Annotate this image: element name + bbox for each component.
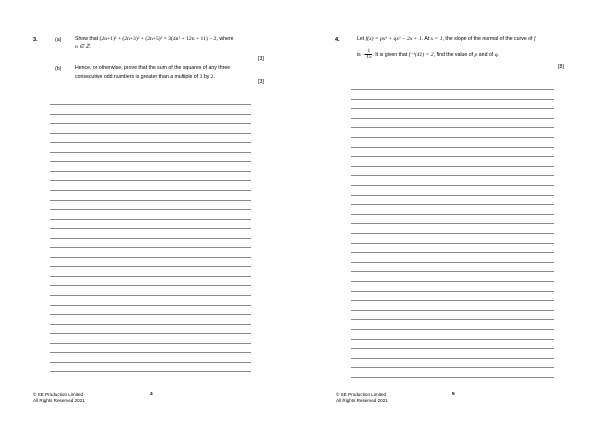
- answer-line: [50, 276, 251, 277]
- answer-line: [351, 339, 554, 340]
- answer-line: [50, 362, 251, 363]
- answer-line: [351, 271, 554, 272]
- answer-line: [351, 300, 554, 301]
- answer-line: [351, 358, 554, 359]
- exam-page-right: [300, 0, 600, 424]
- answer-line: [50, 228, 251, 229]
- part-b-marks: [3]: [258, 79, 264, 85]
- answer-line: [351, 319, 554, 320]
- question-4-line-2: [357, 49, 572, 61]
- footer-line-2: All Rights Reserved 2021: [33, 398, 85, 404]
- part-a-domain: n ∈ ℤ.: [75, 44, 92, 50]
- page-number: 5: [452, 392, 455, 397]
- part-b-line1: Hence, or otherwise, prove that the sum of the squares of any three: [75, 65, 231, 71]
- part-a-label: (a): [55, 37, 62, 43]
- part-b-mid: by: [203, 73, 210, 80]
- answer-line: [50, 352, 251, 353]
- answer-line: [50, 123, 251, 124]
- q4-line2-after: , find the value of: [433, 52, 474, 59]
- answer-line: [50, 152, 251, 153]
- answer-line: [351, 233, 554, 234]
- q4-mid: . At: [421, 35, 430, 42]
- answer-line: [351, 99, 554, 100]
- answer-line: [50, 171, 251, 172]
- answer-line: [50, 295, 251, 296]
- q4-curve-name: f: [533, 35, 536, 42]
- answer-line: [351, 223, 554, 224]
- answer-line: [351, 214, 554, 215]
- part-a-suffix: , where: [216, 35, 234, 42]
- q4-line2-prefix: is: [357, 52, 361, 59]
- footer-line-2: All Rights Reserved 2021: [336, 398, 388, 404]
- q4-line2-mid: . It is given that: [372, 52, 408, 59]
- answer-line: [50, 161, 251, 162]
- part-a-prefix: Show that: [75, 35, 99, 42]
- answer-line: [50, 209, 251, 210]
- answer-line: [351, 204, 554, 205]
- question-4-marks: [8]: [558, 64, 564, 70]
- answer-line: [351, 175, 554, 176]
- footer-copyright: [33, 392, 85, 404]
- answer-line: [351, 310, 554, 311]
- q4-slope-numerator: 1: [365, 49, 372, 55]
- answer-line: [351, 348, 554, 349]
- part-b-num2: 2: [210, 73, 214, 80]
- q4-slope-denominator: 15: [366, 55, 372, 61]
- answer-line: [50, 190, 251, 191]
- answer-line: [351, 89, 554, 90]
- part-b-label: (b): [55, 66, 62, 72]
- answer-line: [50, 324, 251, 325]
- part-a-expression: (2n+1)² + (2n+3)² + (2n+5)² = 3(4n² + 12n + 11) − 2: [99, 35, 217, 42]
- answer-line: [50, 285, 251, 286]
- footer-line-1: © SE Production Limited: [336, 392, 387, 397]
- q4-condition: f⁻¹(41) = 2: [408, 52, 434, 59]
- answer-line: [50, 238, 251, 239]
- part-b-num1: 3: [199, 73, 203, 80]
- answer-line: [351, 281, 554, 282]
- q4-line2-end: .: [497, 52, 499, 59]
- page-number: 4: [150, 392, 153, 397]
- answer-line: [50, 314, 251, 315]
- answer-line: [351, 127, 554, 128]
- answer-line: [351, 252, 554, 253]
- answer-line: [351, 195, 554, 196]
- q4-slope-sign: −: [362, 52, 366, 59]
- answer-line: [351, 166, 554, 167]
- q4-prefix: Let: [357, 35, 365, 42]
- answer-line: [50, 219, 251, 220]
- answer-line: [50, 333, 251, 334]
- answer-line: [50, 114, 251, 115]
- answer-line: [50, 257, 251, 258]
- part-b-text: [75, 64, 275, 81]
- answer-line: [351, 377, 554, 378]
- answer-line: [351, 367, 554, 368]
- answer-line: [50, 247, 251, 248]
- q4-var-p: p: [474, 52, 478, 59]
- answer-line: [351, 137, 554, 138]
- footer-line-1: © SE Production Limited: [33, 392, 84, 397]
- part-a-marks: [3]: [258, 56, 264, 62]
- answer-line: [351, 156, 554, 157]
- answer-line: [351, 329, 554, 330]
- q4-line2-and: and of: [478, 52, 494, 59]
- answer-line: [50, 142, 251, 143]
- footer-copyright: [336, 392, 388, 404]
- answer-line: [351, 185, 554, 186]
- answer-line: [50, 371, 251, 372]
- part-b-end: .: [213, 73, 216, 80]
- answer-line: [50, 133, 251, 134]
- answer-line: [351, 118, 554, 119]
- question-number: 3.: [33, 37, 38, 43]
- answer-line: [50, 180, 251, 181]
- answer-line: [351, 262, 554, 263]
- answer-line: [50, 305, 251, 306]
- q4-function: f(x) = px³ + qx² − 2x + 1: [365, 35, 422, 42]
- q4-suffix: , the slope of the normal of the curve of: [442, 35, 533, 42]
- answer-line: [351, 108, 554, 109]
- q4-var-q: q: [494, 52, 498, 59]
- answer-line: [50, 343, 251, 344]
- question-number: 4.: [335, 37, 340, 43]
- answer-line: [351, 243, 554, 244]
- part-a-text: [75, 35, 280, 52]
- question-4-line-1: [357, 35, 572, 44]
- part-b-line2-prefix: consecutive odd numbers is greater than a multiple of: [75, 73, 199, 80]
- answer-line: [351, 291, 554, 292]
- answer-line: [351, 147, 554, 148]
- answer-line: [50, 104, 251, 105]
- q4-point: x = 1: [430, 35, 443, 42]
- answer-line: [50, 266, 251, 267]
- answer-line: [50, 200, 251, 201]
